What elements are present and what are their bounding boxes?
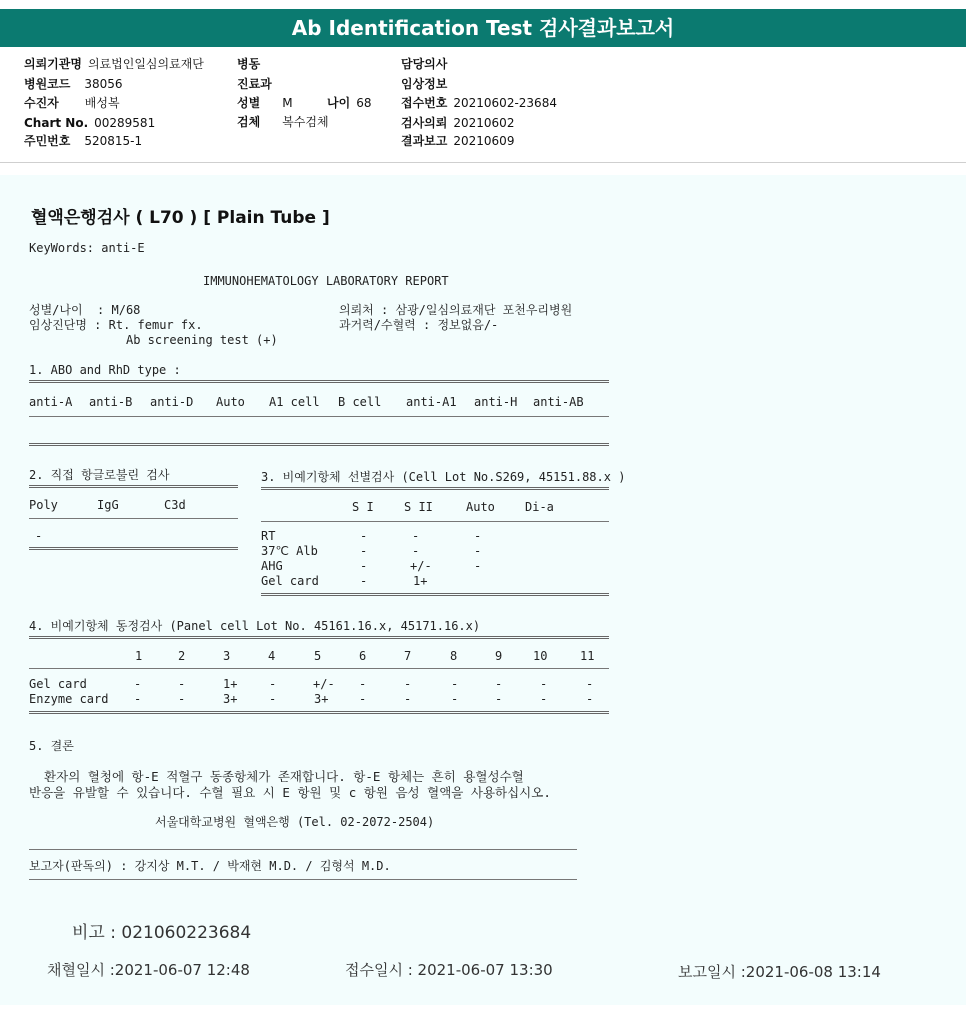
rule [29,636,609,639]
abo-col-5: A1 cell [269,395,320,409]
rule [29,416,609,417]
referrer: 의뢰처 : 삼광/일심의료재단 포천우리병원 [339,303,573,317]
panel-cell: - [540,677,548,691]
screen-cell: - [360,529,368,543]
panel-cell: 3+ [223,692,238,706]
test-heading: 혈액은행검사 ( L70 ) [ Plain Tube ] [31,208,330,228]
panel-cell: - [540,692,548,706]
keywords: KeyWords: anti-E [29,241,145,255]
panel-row-label: Enzyme card [29,692,109,706]
panel-cell: - [451,677,459,691]
dat-col-poly: Poly [29,498,58,512]
panel-col: 9 [495,649,503,663]
panel-col: 4 [268,649,276,663]
rule [29,879,577,880]
collected-time: 채혈일시 :2021-06-07 12:48 [47,961,250,979]
rule [261,521,609,522]
screen-row-label: 37℃ Alb [261,544,318,558]
patient-diagnosis-2: Ab screening test (+) [126,333,278,347]
screen-cell: - [360,574,368,588]
rule [29,485,238,488]
panel-row-label: Gel card [29,677,87,691]
panel-col: 2 [178,649,186,663]
panel-col: 10 [533,649,548,663]
abo-col-4: Auto [216,395,245,409]
rule [261,593,609,596]
panel-cell: - [495,677,503,691]
panel-col: 7 [404,649,412,663]
screen-row-label: RT [261,529,276,543]
header-patient: 수진자 배성복 [24,96,120,110]
header-receipt-no: 접수번호 20210602-23684 [401,96,557,110]
panel-cell: - [451,692,459,706]
panel-cell: - [359,692,367,706]
abo-col-1: anti-A [29,395,73,409]
panel-col: 5 [314,649,322,663]
dat-value: - [35,529,43,543]
panel-cell: +/- [313,677,335,691]
screen-cell: - [474,559,482,573]
header-ward: 병동 [237,57,261,71]
header-age: 나이 68 [327,96,372,110]
panel-cell: - [404,692,412,706]
report-body [0,175,966,1005]
rule [29,547,238,550]
rule [29,668,609,669]
panel-cell: 1+ [223,677,238,691]
report-title: Ab Identification Test 검사결과보고서 [0,9,966,47]
rule [29,849,577,850]
panel-cell: - [495,692,503,706]
screen-cell: +/- [410,559,432,573]
abo-title: 1. ABO and RhD type : [29,363,181,377]
transfusion-history: 과거력/수혈력 : 정보없음/- [339,318,499,332]
panel-cell: - [586,677,594,691]
reported-time: 보고일시 :2021-06-08 13:14 [678,963,881,981]
rule [29,380,609,383]
dat-col-igg: IgG [97,498,119,512]
panel-cell: 3+ [314,692,329,706]
rule [29,518,238,519]
panel-cell: - [134,677,142,691]
screen-col-dia: Di-a [525,500,554,514]
abo-col-8: anti-H [474,395,518,409]
screen-cell: - [474,544,482,558]
abo-col-9: anti-AB [533,395,584,409]
screen-cell: - [474,529,482,543]
panel-col: 1 [135,649,143,663]
panel-cell: - [178,692,186,706]
screen-cell: - [412,544,420,558]
panel-cell: - [586,692,594,706]
header-org: 의뢰기관명 의료법인일심의료재단 [24,57,204,71]
header-clinical-info: 임상정보 [401,77,448,91]
header-specimen: 검체 복수검체 [237,115,329,129]
header-resident-no: 주민번호 520815-1 [24,134,143,148]
screen-cell: 1+ [413,574,428,588]
dat-col-c3d: C3d [164,498,186,512]
received-time: 접수일시 : 2021-06-07 13:30 [345,961,553,979]
lab-report-title: IMMUNOHEMATOLOGY LABORATORY REPORT [203,274,449,288]
rule [261,487,609,490]
rule [29,711,609,714]
blood-bank-contact: 서울대학교병원 혈액은행 (Tel. 02-2072-2504) [155,815,435,829]
panel-cell: - [359,677,367,691]
header-department: 진료과 [237,77,272,91]
screen-title: 3. 비예기항체 선별검사 (Cell Lot No.S269, 45151.88.x ) [261,470,626,484]
panel-cell: - [404,677,412,691]
abo-col-3: anti-D [150,395,194,409]
panel-col: 11 [580,649,595,663]
header-divider [0,162,966,163]
abo-col-6: B cell [338,395,382,409]
patient-sex-age: 성별/나이 : M/68 [29,303,141,317]
header-sex: 성별 M [237,96,293,110]
screen-col-sii: S II [404,500,433,514]
header-report-date: 결과보고 20210609 [401,134,515,148]
header-hospital-code: 병원코드 38056 [24,77,123,91]
panel-col: 8 [450,649,458,663]
dat-title: 2. 직접 항글로불린 검사 [29,468,170,482]
panel-col: 6 [359,649,367,663]
screen-cell: - [412,529,420,543]
header-doctor: 담당의사 [401,57,448,71]
panel-cell: - [134,692,142,706]
panel-cell: - [178,677,186,691]
conclusion-title: 5. 결론 [29,739,74,753]
conclusion-line-1: 환자의 혈청에 항-E 적혈구 동종항체가 존재합니다. 항-E 항체는 흔히 용혈성수혈 [29,769,524,784]
screen-row-label: AHG [261,559,283,573]
conclusion-line-2: 반응을 유발할 수 있습니다. 수혈 필요 시 E 항원 및 c 항원 음성 혈액을 사용하십시오. [29,785,551,800]
reporters: 보고자(판독의) : 강지상 M.T. / 박재현 M.D. / 김형석 M.D. [29,859,391,873]
panel-title: 4. 비예기항체 동정검사 (Panel cell Lot No. 45161.16.x, 45171.16.x) [29,619,481,633]
screen-cell: - [360,544,368,558]
header-request-date: 검사의뢰 20210602 [401,116,515,130]
panel-cell: - [269,692,277,706]
note: 비고 : 021060223684 [72,923,252,943]
panel-col: 3 [223,649,231,663]
screen-col-auto: Auto [466,500,495,514]
header-chart-no: Chart No. 00289581 [24,116,156,130]
panel-cell: - [269,677,277,691]
abo-col-2: anti-B [89,395,133,409]
rule [29,443,609,446]
screen-cell: - [360,559,368,573]
abo-col-7: anti-A1 [406,395,457,409]
screen-row-label: Gel card [261,574,319,588]
patient-diagnosis: 임상진단명 : Rt. femur fx. [29,318,203,332]
screen-col-si: S I [352,500,374,514]
